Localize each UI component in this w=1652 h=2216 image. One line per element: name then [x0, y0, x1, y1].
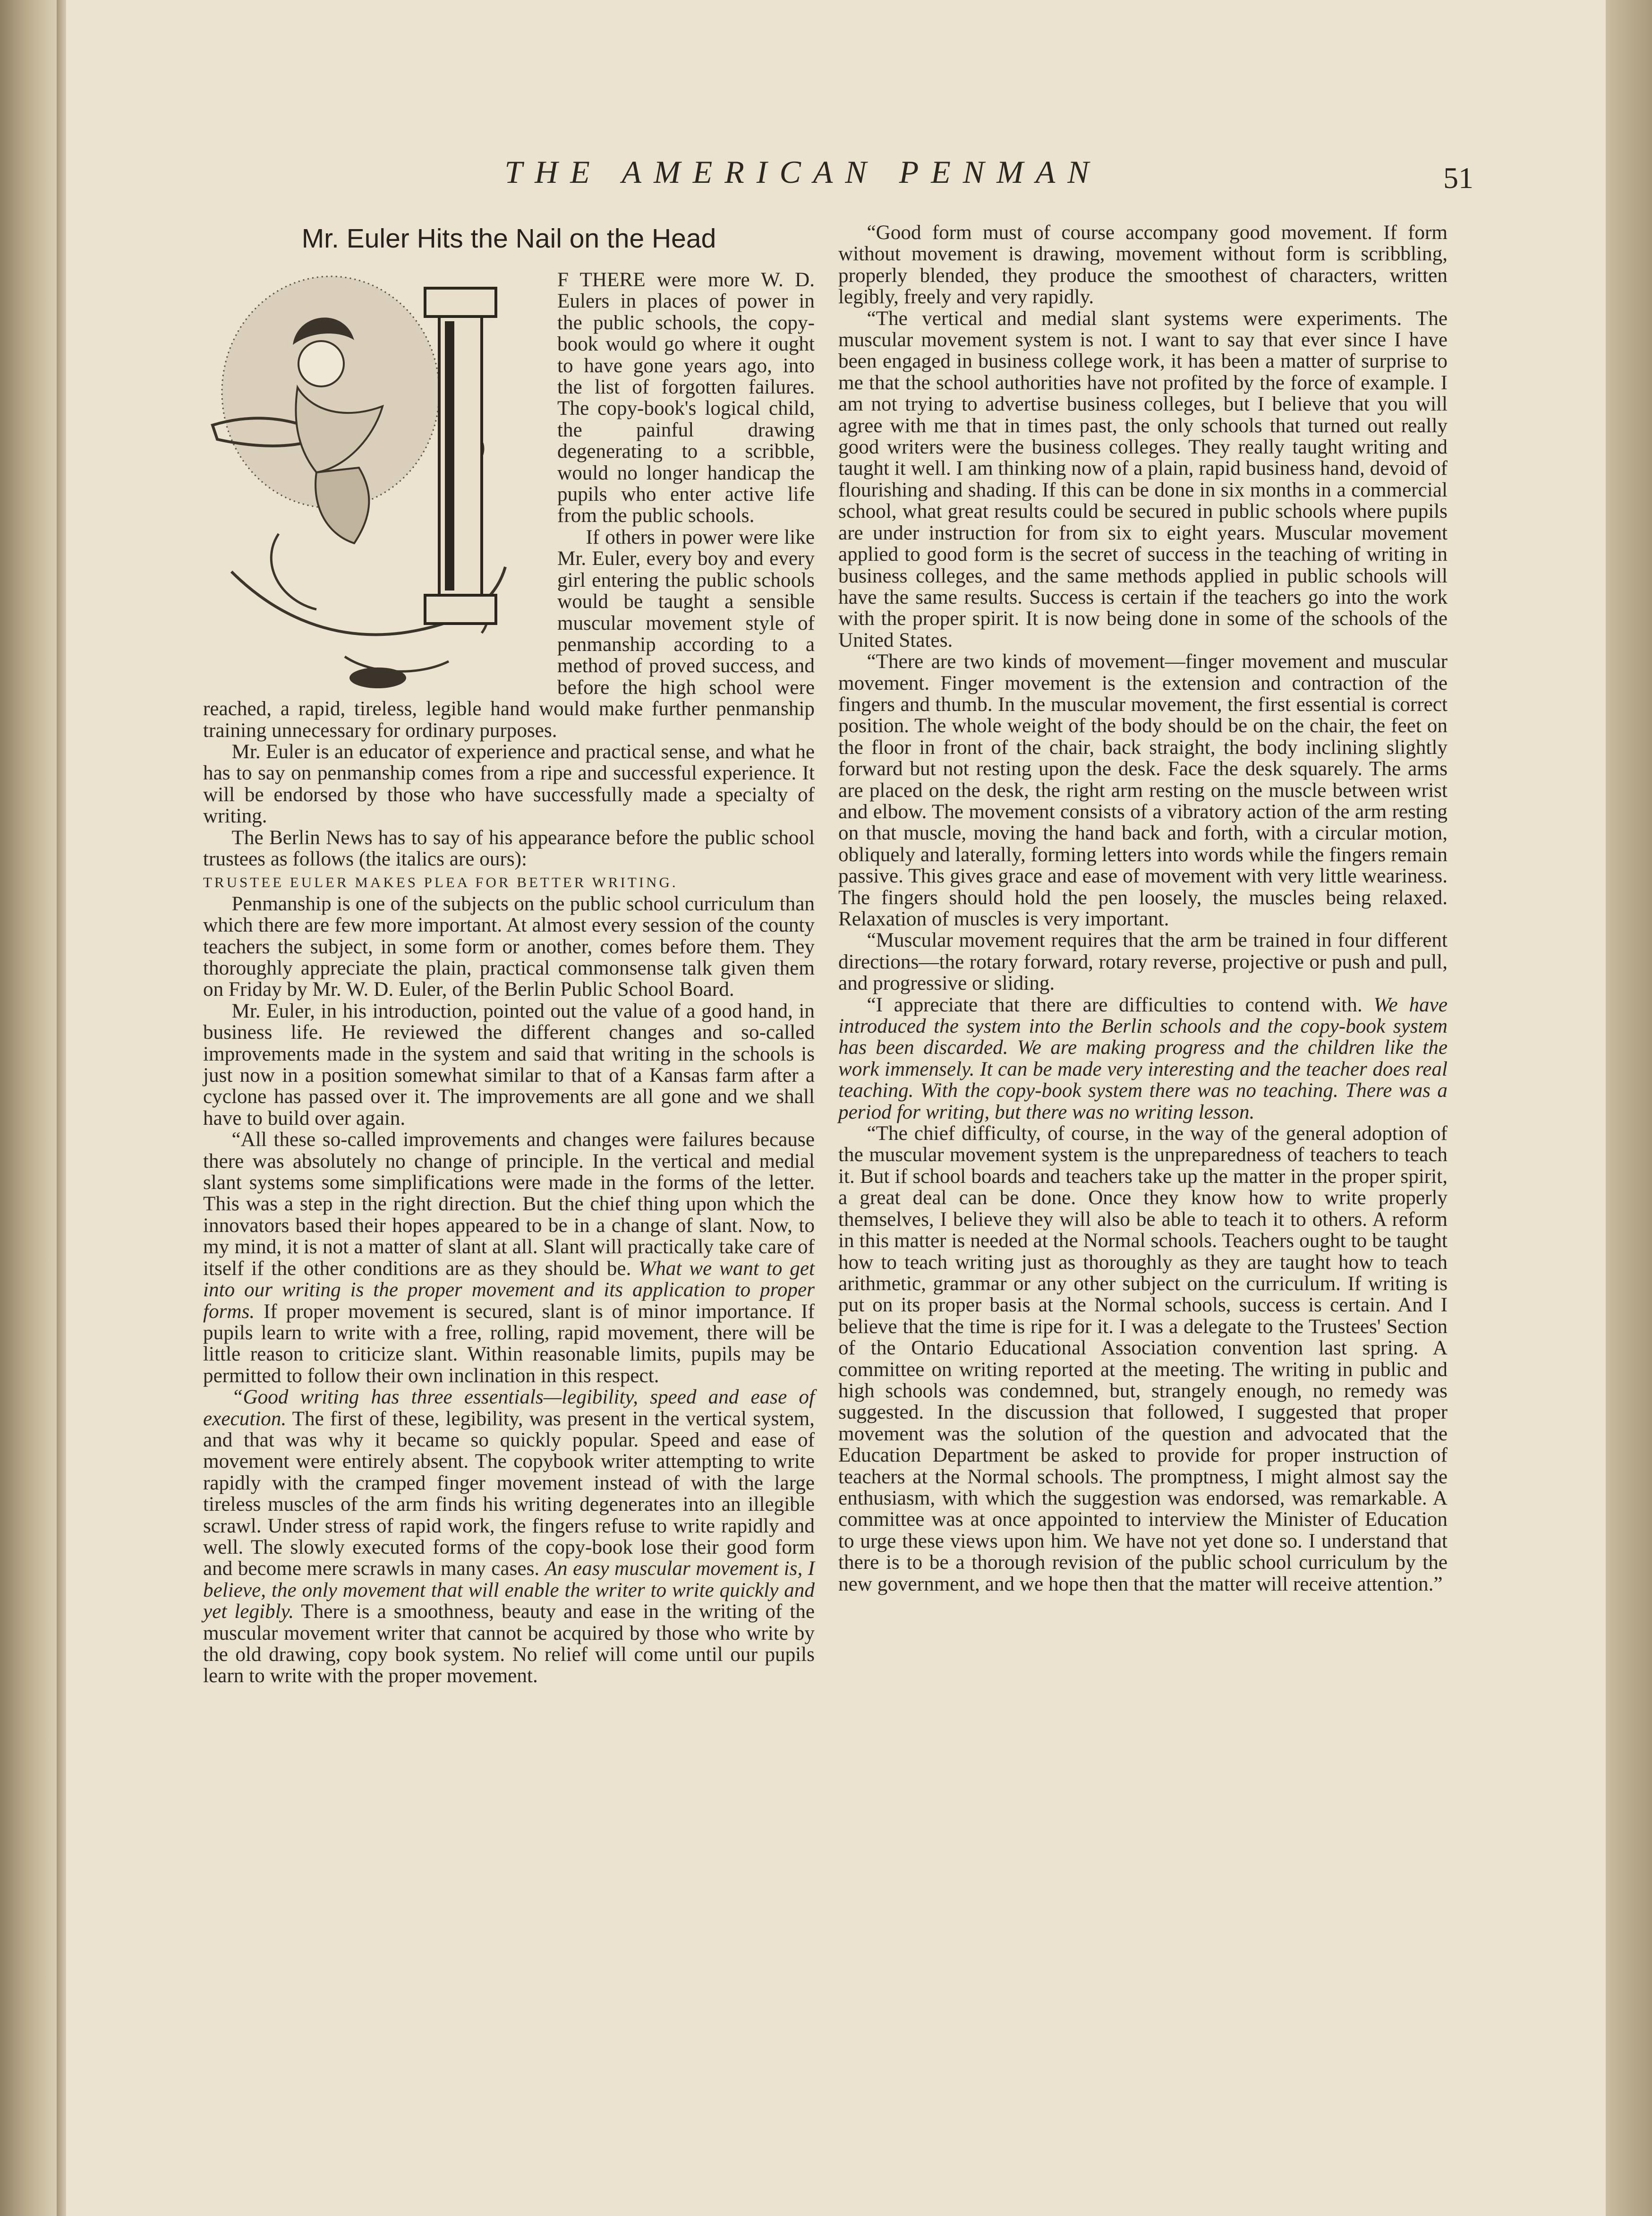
- italic-text: We have introduced the system into the Berlin schools and the copy-book system has been discarded. We are making progress and the children like the work immensely. It can be made very interesting and the teacher does real teaching. With the copy-book system there was no teaching. There was a period for writing, but there was no writing lesson.: [838, 993, 1448, 1123]
- article-paragraph: “The chief difficulty, of course, in the way of the general adoption of the muscular movement system is the unpreparedness of teachers to teach it. But if school boards and teachers take up the matter in the proper spirit, a great deal can be done. Once they know how to write properly themselves, I believe they will also be able to teach it to others. A reform in this matter is needed at the Normal schools. Teachers ought to be taught how to teach writing just as thoroughly as they are taught how to teach arithmetic, grammar or any other subject on the curriculum. If writing is put on its proper basis at the Normal schools, success is certain. And I believe that the time is ripe for it. I was a delegate to the Trustees' Section of the Ontario Educational Association convention last spring. A committee on writing reported at the meeting. The writing in public and high schools was condemned, but, strangely enough, no remedy was suggested. In the discussion that followed, I suggested that proper movement was the solution of the question and advocated that the Education Department be asked to provide for proper instruction of teachers at the Normal schools. The promptness, I might almost say the enthusiasm, with which the suggestion was endorsed, was remarkable. A committee was at once appointed to interview the Minister of Education to urge these views upon him. We have not yet done so. I understand that there is to be a thorough revision of the public school curriculum by the new government, and we hope then that the matter will receive attention.”: [838, 1122, 1448, 1595]
- text-run: There is a smoothness, beauty and ease in the writing of the muscular movement writer that cannot be acquired by those who write by the old drawing, copy book system. No relief will come until our pupils learn to write with the proper movement.: [203, 1600, 815, 1687]
- article-lead-paragraph: F THERE were more W. D. Eulers in places of power in the public schools, the copy-book would go where it ought to have gone years ago, into the list of forgotten failures. The copy-book's logical child, the painful drawing degenerating to a scribble, would no longer handicap the pupils who enter active life from the public schools.: [557, 269, 815, 527]
- article-paragraph: If others in power were like Mr. Euler, every boy and every girl entering the public schools would be taught a sensible muscular movement style of penmanship according to a method of proved success, and before the high school were reached, a rapid, tireless, legible hand would make further penmanship training unnecessary for ordinary purposes.: [203, 526, 815, 742]
- italic-text: An easy muscular movement is, I believe, the only movement that will enable the writer to write quickly and yet legibly.: [203, 1557, 815, 1623]
- article-paragraph: “Muscular movement requires that the arm be trained in four different directions—the rotary forward, rotary reverse, projective or push and pull, and progressive or sliding.: [838, 929, 1448, 995]
- article-paragraph: Mr. Euler is an educator of experience and practical sense, and what he has to say on penmanship comes from a ripe and successful experience. It will be endorsed by those who have successfully made a specialty of writing.: [203, 740, 815, 828]
- article-paragraph: Penmanship is one of the subjects on the public school curriculum than which there are few more important. At almost every session of the county teachers the subject, in some form or another, comes before them. They thoroughly appreciate the plain, practical commonsense talk given them on Friday by Mr. W. D. Euler, of the Berlin Public School Board.: [203, 892, 815, 1001]
- article-paragraph: [838, 994, 1448, 1123]
- italic-text: “Good writing has three essentials—legibility, speed and ease of execution.: [203, 1386, 815, 1430]
- article-paragraph: Mr. Euler, in his introduction, pointed out the value of a good hand, in business life. He reviewed the different changes and so-called improvements made in the system and said that writing in the schools is just now in a position somewhat similar to that of a Kansas farm after a cyclone has passed over it. The improvements are all gone and we shall have to build over again.: [203, 1000, 815, 1129]
- article-paragraph: “Good form must of course accompany good movement. If form without movement is drawing, movement without form is scribbling, properly blended, they produce the smoothest of characters, written legibly, freely and very rapidly.: [838, 222, 1448, 308]
- article-paragraph: [203, 1129, 815, 1386]
- text-run: The first of these, legibility, was present in the vertical system, and that was why it became so quickly popular. Speed and ease of movement were entirely absent. The copybook writer attempting to write rapidly with the cramped finger movement instead of with the large tireless muscles of the arm finds his writing degenerates into an illegible scrawl. Under stress of rapid work, the fingers refuse to write rapidly and well. The slowly executed forms of the copy-book lose their good form and become mere scrawls in many cases.: [203, 1407, 815, 1580]
- page-number: 51: [1443, 161, 1473, 195]
- article-paragraph: “There are two kinds of movement—finger movement and muscular movement. Finger movement is the extension and contraction of the fingers and thumb. In the muscular movement, the first essential is correct position. The whole weight of the body should be on the chair, the feet on the floor in front of the chair, back straight, the body inclining slightly forward but not resting upon the desk. Face the desk squarely. The arms are placed on the desk, the right arm resting on the muscle between wrist and elbow. The movement consists of a vibratory action of the arm resting on that muscle, moving the hand back and forth, with a circular motion, obliquely and laterally, forming letters into words while the fingers remain passive. This gives grace and ease of movement with very little weariness. The fingers should hold the pen loosely, the muscles being relaxed. Relaxation of muscles is very important.: [838, 650, 1448, 930]
- book-gutter: [0, 0, 61, 2216]
- text-run: “All these so-called improvements and changes were failures because there was absolutely no change of principle. In the vertical and medial slant systems some simplifications were made in the forms of the letter. This was a step in the right direction. But the chief thing upon which the innovators based their hopes appeared to be in a change of slant. Now, to my mind, it is not a matter of slant at all. Slant will practically take care of itself if the other conditions are as they should be.: [203, 1129, 815, 1280]
- running-head: THE AMERICAN PENMAN: [504, 154, 1101, 190]
- article-paragraph: [203, 1386, 815, 1687]
- illustrated-initial-art: [203, 269, 543, 697]
- italic-text: What we want to get into our writing is the proper movement and its application to proper forms.: [203, 1257, 815, 1323]
- news-subheading: TRUSTEE EULER MAKES PLEA FOR BETTER WRITING.: [203, 874, 678, 891]
- text-run: If proper movement is secured, slant is of minor importance. If pupils learn to write with a free, rolling, rapid movement, there will be little reason to criticize slant. Within reasonable limits, pupils may be permitted to follow their own inclination in this respect.: [203, 1300, 815, 1387]
- right-column: [838, 222, 1448, 1595]
- text-run: “I appreciate that there are difficulties to contend with.: [867, 993, 1362, 1016]
- page-fore-edge: [1606, 0, 1652, 2216]
- article-title: Mr. Euler Hits the Nail on the Head: [301, 223, 716, 254]
- left-column: [203, 222, 815, 1687]
- article-paragraph: “The vertical and medial slant systems were experiments. The muscular movement system is not. I want to say that ever since I have been engaged in business college work, it has been a matter of surprise to me that the school authorities have not profited by the force of example. I am not trying to advertise business colleges, but I believe that you will agree with me that in times past, the only schools that turned out really good writers were the business colleges. They really taught writing and taught it well. I am thinking now of a plain, rapid business hand, devoid of flourishing and shading. If this can be done in six months in a commercial school, what great results could be secured in public schools where pupils are under instruction for from six to eight years. Muscular movement applied to good form is the secret of success in the teaching of writing in business colleges, and the same methods applied in public schools will have the same results. Success is certain if the teachers go into the work with the proper spirit. It is now being done in some of the schools of the United States.: [838, 307, 1448, 651]
- illustrated-initial: [203, 269, 543, 697]
- article-paragraph: The Berlin News has to say of his appearance before the public school trustees as follows (the italics are ours):: [203, 826, 815, 870]
